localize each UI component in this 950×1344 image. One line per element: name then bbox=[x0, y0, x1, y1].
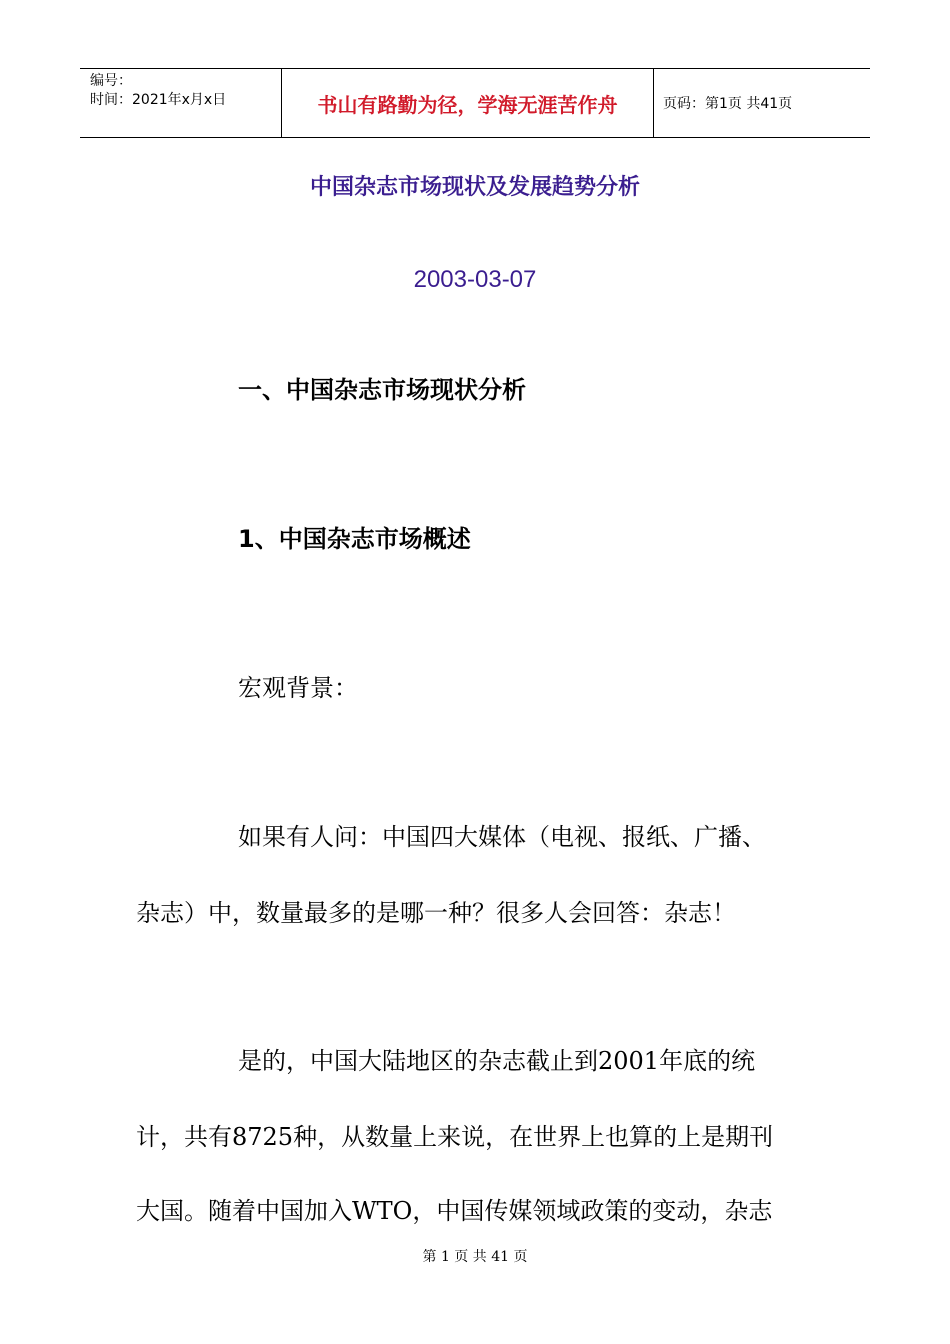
paragraph-line: 如果有人问：中国四大媒体（电视、报纸、广播、 bbox=[238, 823, 766, 851]
header-motto-cell bbox=[282, 69, 654, 137]
subsection-heading: 1、中国杂志市场概述 bbox=[238, 525, 471, 553]
paragraph-line: 计，共有8725种，从数量上来说，在世界上也算的上是期刊 bbox=[136, 1123, 774, 1151]
paragraph-line: 杂志）中，数量最多的是哪一种？很多人会回答：杂志！ bbox=[136, 899, 736, 927]
header-page-info-cell bbox=[654, 69, 870, 137]
time-label: 时间：2021年x月x日 bbox=[90, 92, 227, 108]
header-meta bbox=[80, 69, 282, 137]
document-header bbox=[80, 68, 870, 138]
page-footer: 第 1 页 共 41 页 bbox=[422, 1249, 528, 1265]
document-date: 2003-03-07 bbox=[413, 266, 537, 293]
document-title: 中国杂志市场现状及发展趋势分析 bbox=[309, 175, 640, 200]
page-info: 页码：第1页 共41页 bbox=[663, 96, 793, 112]
motto: 书山有路勤为径，学海无涯苦作舟 bbox=[317, 92, 618, 117]
paragraph-line: 大国。随着中国加入WTO，中国传媒领域政策的变动，杂志 bbox=[136, 1197, 773, 1225]
paragraph-label: 宏观背景： bbox=[238, 674, 358, 702]
section-heading: 一、中国杂志市场现状分析 bbox=[238, 376, 526, 404]
paragraph-line: 是的，中国大陆地区的杂志截止到2001年底的统 bbox=[238, 1047, 756, 1075]
number-label: 编号： bbox=[90, 73, 132, 89]
